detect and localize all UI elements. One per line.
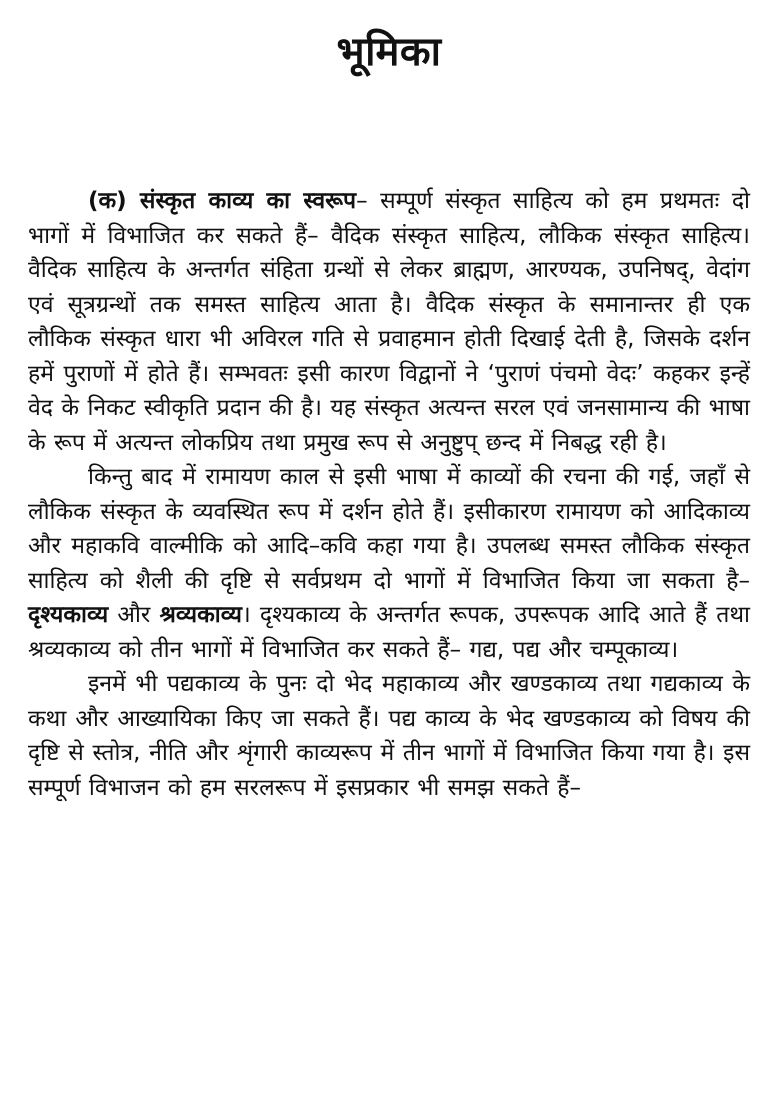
paragraph-2-text-a: किन्तु बाद में रामायण काल से इसी भाषा में काव्यों की रचना की गई, जहाँ से लौकिक संस्कृत के व्यवस्थित रूप में दर्शन होते हैं। इसीकारण रामायण को आदिकाव्य और महाकवि वाल्मीकि को आदि–कवि कहा गया है। उपलब्ध समस्त लौकिक संस्कृत साहित्य को शैली की दृष्टि से सर्वप्रथम दो भागों में विभाजित किया जा सकता है– <box>28 464 750 594</box>
paragraph-3 <box>28 667 750 805</box>
section-heading: (क) संस्कृत काव्य का स्वरूप <box>88 188 357 214</box>
page-title: भूमिका <box>336 29 442 75</box>
paragraph-2-text-b: और <box>108 602 160 628</box>
paragraph-1 <box>28 184 750 460</box>
paragraph-3-text: इनमें भी पद्यकाव्य के पुनः दो भेद महाकाव्य और खण्डकाव्य तथा गद्यकाव्य के कथा और आख्यायिका किए जा सकते हैं। पद्य काव्य के भेद खण्डकाव्य को विषय की दृष्टि से स्तोत्र, नीति और शृंगारी काव्यरूप में तीन भागों में विभाजित किया गया है। इस सम्पूर्ण विभाजन को हम सरलरूप में इसप्रकार भी समझ सकते हैं– <box>28 671 750 801</box>
paragraph-2 <box>28 460 750 667</box>
bold-term-shravyakavya: श्रव्यकाव्य <box>159 602 242 628</box>
paragraph-1-text: – सम्पूर्ण संस्कृत साहित्य को हम प्रथमतः दो भागों में विभाजित कर सकते हैं– वैदिक संस्कृत साहित्य, लौकिक संस्कृत साहित्य। वैदिक साहित्य के अन्तर्गत संहिता ग्रन्थों से लेकर ब्राह्मण, आरण्यक, उपनिषद्, वेदांग एवं सूत्रग्रन्थों तक समस्त साहित्य आता है। वैदिक संस्कृत के समानान्तर ही एक लौकिक संस्कृत धारा भी अविरल गति से प्रवाहमान होती दिखाई देती है, जिसके दर्शन हमें पुराणों में होते हैं। सम्भवतः इसी कारण विद्वानों ने ‘पुराणं पंचमो वेदः’ कहकर इन्हें वेद के निकट स्वीकृति प्रदान की है। यह संस्कृत अत्यन्त सरल एवं जनसामान्य की भाषा के रूप में अत्यन्त लोकप्रिय तथा प्रमुख रूप से अनुष्टुप् छन्द में निबद्ध रही है। <box>28 188 750 456</box>
paragraph-2-text-c: । दृश्यकाव्य के अन्तर्गत रूपक, उपरूपक आदि आते हैं तथा श्रव्यकाव्य को तीन भागों में विभाजित कर सकते हैं– गद्य, पद्य और चम्पूकाव्य। <box>28 602 751 663</box>
bold-term-drishyakavya: दृश्यकाव्य <box>28 602 109 628</box>
